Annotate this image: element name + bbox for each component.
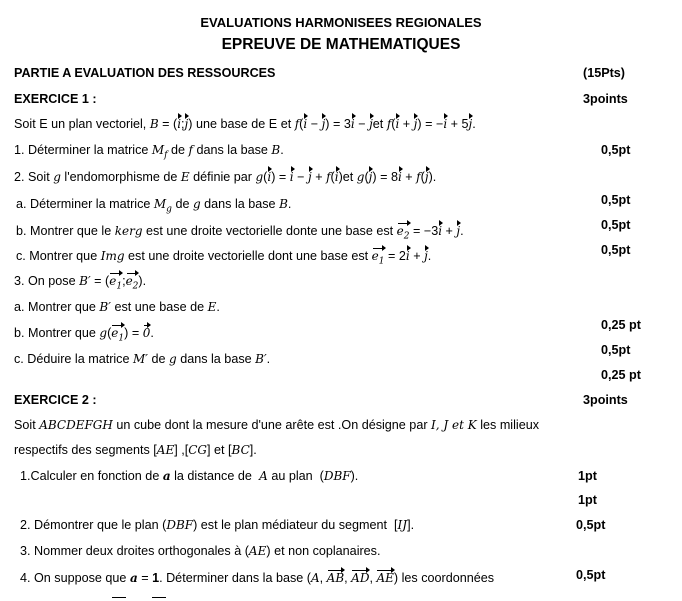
part-a-points: (15Pts): [583, 66, 625, 80]
exercise1-q2b: b. Montrer que le kerg est une droite vectorielle donte une base est $e_2 = -3i + j$.: [16, 224, 464, 242]
exercise1-q3c-points: 0,5pt: [601, 343, 631, 357]
exercise2-points: 3points: [583, 393, 628, 407]
exercise1-q2: 2. Soit g l'endomorphisme de E définie par g(i) = i − j + f(i)et g(j) = 8i + f(j).: [14, 170, 437, 184]
exercise2-q1: 1.Calculer en fonction de a la distance de A au plan (DBF).: [20, 469, 359, 483]
exercise2-q1-points-extra: 1pt: [578, 493, 597, 507]
exercise1-q3b-points: 0,25 pt: [601, 318, 641, 332]
exercise2-q2-points: 0,5pt: [576, 518, 606, 532]
exercise1-q1-points: 0,5pt: [601, 143, 631, 157]
exercise1-q3: 3. On pose $B' = (e_1;e_2)$.: [14, 274, 147, 292]
exercise2-q4-points: 0,5pt: [576, 568, 606, 582]
exercise1-q3b: b. Montrer que $g(e_1) = 0$.: [14, 326, 154, 344]
exercise1-q2c-points: 0,5pt: [601, 243, 631, 257]
exercise1-q3c: c. Déduire la matrice M′ de g dans la base B′.: [14, 352, 271, 366]
cutoff-vector-arrow: [112, 597, 126, 598]
exercise2-q1-points: 1pt: [578, 469, 597, 483]
exercise1-q2a: a. Déterminer la matrice $M_g$ de g dans la base B.: [16, 197, 292, 215]
exercise1-q2a-points: 0,5pt: [601, 193, 631, 207]
exercise2-q4: 4. On suppose que a = 1. Déterminer dans la base (A, AB, AD, AE) les coordonnées: [20, 571, 495, 585]
exercise2-q2: 2. Démontrer que le plan (DBF) est le plan médiateur du segment [IJ].: [20, 518, 415, 532]
exercise1-q3c-points-extra: 0,25 pt: [601, 368, 641, 382]
exercise2-title: EXERCICE 2 :: [14, 393, 97, 407]
exercise1-q2c: c. Montrer que Img est une droite vectorielle dont une base est $e_1 = 2i + j$.: [16, 249, 432, 267]
exercise1-q3a: a. Montrer que B′ est une base de E.: [14, 300, 220, 314]
exercise1-points: 3points: [583, 92, 628, 106]
exercise1-intro: Soit E un plan vectoriel, B = (i;j) une base de E et f(i − j) = 3i − jet f(i + j) = −i + 5j.: [14, 117, 476, 131]
exercise1-q2b-points: 0,5pt: [601, 218, 631, 232]
exercise2-q3: 3. Nommer deux droites orthogonales à (AE) et non coplanaires.: [20, 544, 381, 558]
header-title-line2: EPREUVE DE MATHEMATIQUES: [221, 36, 461, 53]
part-a-title: PARTIE A EVALUATION DES RESSOURCES: [14, 66, 276, 80]
exercise2-intro-line2: respectifs des segments [AE] ,[CG] et [BC].: [14, 443, 257, 457]
exercise1-title: EXERCICE 1 :: [14, 92, 97, 106]
exercise2-intro-line1: Soit ABCDEFGH un cube dont la mesure d'une arête est .On désigne par I, J et K les milieux: [14, 418, 540, 432]
exercise1-q1: 1. Déterminer la matrice $M_f$ de f dans la base B.: [14, 143, 284, 161]
cutoff-vector-arrow: [152, 597, 166, 598]
header-title-line1: EVALUATIONS HARMONISEES REGIONALES: [200, 15, 482, 30]
